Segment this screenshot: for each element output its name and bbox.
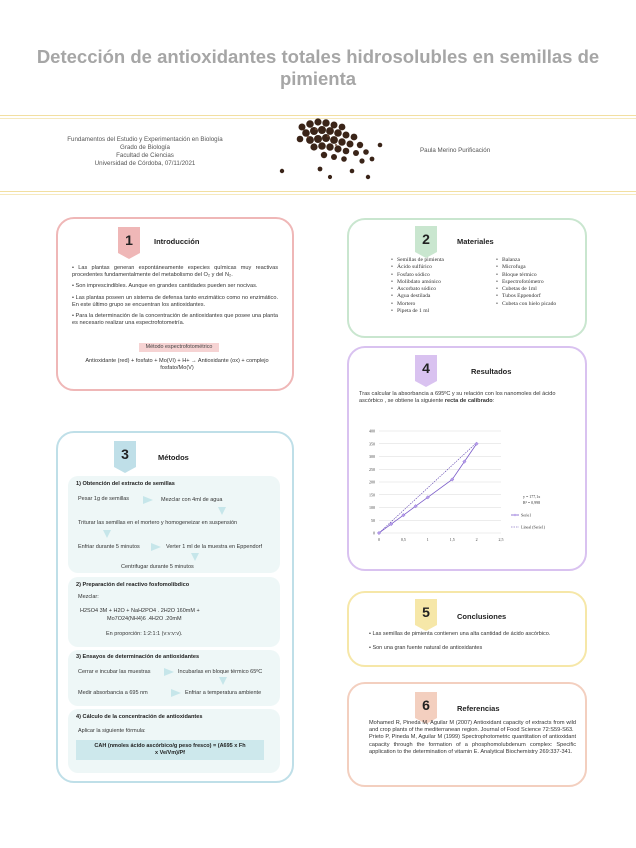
formula-line: CAH (nmoles ácido ascórbico/g peso fresco) = (A695 x Fh (94, 743, 246, 749)
trend-line (379, 443, 477, 533)
section-title: Conclusiones (457, 612, 507, 621)
list-item: • Balanza (502, 257, 556, 264)
arrow-right-icon (171, 689, 181, 697)
poster-title: Detección de antioxidantes totales hidrosolubles en semillas de pimienta (36, 46, 600, 89)
divider (0, 194, 636, 195)
divider (0, 191, 636, 192)
step-title: 4) Cálculo de la concentración de antioxidantes (76, 714, 203, 720)
reference-item: Mohamed R, Pineda M, Aguilar M (2007) Antioxidant capacity of extracts from wild and crop plants of the mediterranean region. Journal of Food Science 72:S59-S63. (369, 720, 576, 734)
badge-tail (415, 381, 437, 387)
affiliation: Fundamentos del Estudio y Experimentación en Biología Grado de Biología Facultad de Ciencias Universidad de Córdoba, 07/11/2021 (67, 136, 223, 167)
reaction-equation (74, 358, 280, 372)
section-number: 6 (422, 697, 430, 713)
step-text: Cerrar e incubar las muestras (78, 669, 151, 675)
results-panel (347, 346, 587, 571)
series-line (379, 444, 477, 533)
x-tick-label: 2 (475, 537, 478, 542)
list-item: • Agua destilada (397, 293, 444, 300)
section-number: 5 (422, 604, 430, 620)
section-number-badge (415, 599, 437, 625)
legend-label: Serie1 (521, 512, 532, 518)
step-text: Mezclar con 4ml de agua (161, 497, 223, 503)
section-number: 2 (422, 231, 430, 247)
emphasis: recta de calibrado (444, 398, 493, 405)
arrow-right-icon (143, 496, 153, 504)
list-item: • Microfuga (502, 264, 556, 271)
chart-series (377, 442, 478, 535)
list-item: • Ácido sulfúrico (397, 264, 444, 271)
results-text (359, 391, 579, 405)
step-title: 3) Ensayos de determinación de antioxidantes (76, 654, 200, 660)
step-text: Aplicar la siguiente fórmula: (78, 728, 146, 734)
legend-label: Lineal (Serie1) (521, 524, 546, 530)
section-number-badge (415, 226, 437, 252)
arrow-right-icon (151, 543, 161, 551)
section-title: Referencias (457, 704, 500, 713)
regression-equation: y = 177,1x (523, 494, 541, 499)
step-text: En proporción: 1:2:1:1 (v:v:v:v). (106, 631, 183, 637)
materials-panel (347, 218, 587, 338)
punctuation: : (492, 398, 495, 405)
badge-tail (114, 467, 136, 473)
section-number: 1 (125, 232, 133, 248)
list-item: • Cubetas de 1ml (502, 286, 556, 293)
section-number-badge (415, 692, 437, 718)
chart-legend (511, 513, 546, 530)
y-tick-label: 350 (369, 441, 375, 447)
y-tick-label: 250 (369, 466, 375, 472)
y-tick-label: 100 (369, 505, 375, 510)
list-item: • Bloque térmico (502, 272, 556, 279)
materials-list (389, 257, 444, 315)
list-item: • Cubeta con hielo picado (502, 301, 556, 308)
method-label: Método espectrofotométrico (139, 343, 219, 352)
section-number: 4 (422, 360, 430, 376)
section-number-badge (114, 441, 136, 467)
step-title: 1) Obtención del extracto de semillas (76, 481, 175, 487)
arrow-down-icon (219, 677, 227, 685)
arrow-down-icon (191, 553, 199, 561)
formula-line: x Ve/Vm)/Pf (155, 750, 185, 756)
list-item: • Pipeta de 1 ml (397, 308, 444, 315)
list-item: • Semillas de pimienta (397, 257, 444, 264)
step-text: Verter 1 ml de la muestra en Eppendorf (166, 544, 262, 550)
pepper-seeds-image (272, 115, 390, 187)
method-step-assay (68, 650, 280, 706)
step-text: Pesar 1g de semillas (78, 496, 130, 502)
step-text: Triturar las semillas en el mortero y homogeneizar en suspensión (78, 520, 238, 526)
method-step-extract (68, 476, 280, 573)
references-panel (347, 682, 587, 787)
references-list (369, 720, 576, 756)
step-text: Enfriar a temperatura ambiente (185, 690, 262, 696)
list-item: • Mortero (397, 301, 444, 308)
equipment-list (494, 257, 556, 308)
y-tick-labels (369, 429, 375, 536)
method-step-calculation (68, 709, 280, 773)
intro-panel (56, 217, 294, 391)
x-tick-labels (378, 537, 504, 543)
step-text: Mezclar: (78, 594, 99, 600)
section-title: Métodos (158, 453, 189, 462)
formula-text: Mo7O24(NH4)6 .4H2O .20mM (107, 616, 182, 622)
section-number: 3 (121, 446, 129, 462)
methods-panel (56, 431, 294, 783)
x-tick-label: 0,5 (400, 537, 406, 542)
list-item: • Espectrofotómetro (502, 279, 556, 286)
x-tick-label: 1,5 (449, 537, 455, 542)
legend-marker-series (514, 514, 517, 517)
y-tick-label: 50 (371, 517, 375, 523)
list-item: • Molibdato amónico (397, 279, 444, 286)
y-tick-label: 400 (369, 428, 375, 434)
chart-grid (379, 431, 501, 533)
method-step-reagent (68, 577, 280, 647)
y-tick-label: 150 (369, 492, 375, 498)
paragraph: • Para la determinación de la concentración de antioxidantes que posee una planta es necesario realizar una espectrofotometría. (72, 313, 278, 327)
section-title: Materiales (457, 237, 494, 246)
section-title: Resultados (471, 367, 512, 376)
x-tick-label: 2,5 (498, 537, 504, 542)
section-number-badge (118, 227, 140, 253)
badge-tail (118, 253, 140, 259)
step-text: Medir absorbancia a 695 nm (78, 690, 148, 696)
y-tick-label: 0 (373, 530, 375, 536)
r-squared: R² = 0,998 (523, 500, 541, 505)
arrow-right-icon (164, 668, 174, 676)
step-title: 2) Preparación del reactivo fosfomolibdico (76, 582, 190, 588)
conclusion-item: • Son una gran fuente natural de antioxidantes (369, 645, 483, 651)
arrow-down-icon (103, 530, 111, 538)
step-text: Enfriar durante 5 minutos (78, 544, 140, 550)
list-item: • Ascorbato sódico (397, 286, 444, 293)
section-title: Introducción (154, 237, 200, 246)
reference-item: Prieto P, Pineda M, Aguilar M (1999) Spectrophotometric quantitation of antioxidant capacity through the formation of a phosphomolubdenum complex: Specific application to the determination of vitamin E. Analytical Biochemistry 269:337-341. (369, 734, 576, 755)
paragraph: • Son imprescindibles. Aunque en grandes cantidades pueden ser nocivas. (72, 283, 258, 290)
y-tick-label: 300 (369, 454, 375, 459)
formula-text: H2SO4 3M + H2O + NaH2PO4 . 2H2O 160mM + (80, 608, 200, 614)
x-tick-label: 0 (378, 537, 380, 542)
section-number-badge (415, 355, 437, 381)
author: Paula Merino Purificación (420, 147, 491, 154)
step-text: Incubarlas en bloque térmico 65ºC (178, 669, 263, 675)
y-tick-label: 200 (369, 479, 375, 485)
paragraph: Tras calcular la absorbancia a 695ºC y su relación con los nanomoles del ácido ascórbico , se obtiene la siguiente (359, 391, 556, 405)
calibration-chart (357, 423, 581, 553)
paragraph: • Las plantas poseen un sistema de defensa tanto enzimático como no enzimático. En este último grupo se encuentran los antioxidantes. (72, 294, 278, 308)
list-item: • Fosfato sódico (397, 272, 444, 279)
x-tick-label: 1 (426, 537, 429, 542)
step-text: Centrifugar durante 5 minutos (121, 564, 194, 570)
arrow-down-icon (218, 507, 226, 515)
equation-line: Antioxidante (red) + fosfato + Mo(VI) + H+ → Antioxidante (ox) + complejo (85, 358, 269, 364)
equation-line: fosfato/Mo(V) (160, 365, 194, 372)
formula-box (76, 740, 264, 760)
list-item: • Tubos Eppendorf (502, 293, 556, 300)
paragraph: • Las plantas generan espontáneamente especies químicas muy reactivas procedentes fundamentalmente del metabolismo del O₂ y del N₂. (72, 265, 278, 279)
intro-text (72, 265, 278, 327)
conclusion-item: • Las semillas de pimienta contienen una alta cantidad de ácido ascórbico. (369, 631, 551, 637)
conclusions-panel (347, 591, 587, 667)
